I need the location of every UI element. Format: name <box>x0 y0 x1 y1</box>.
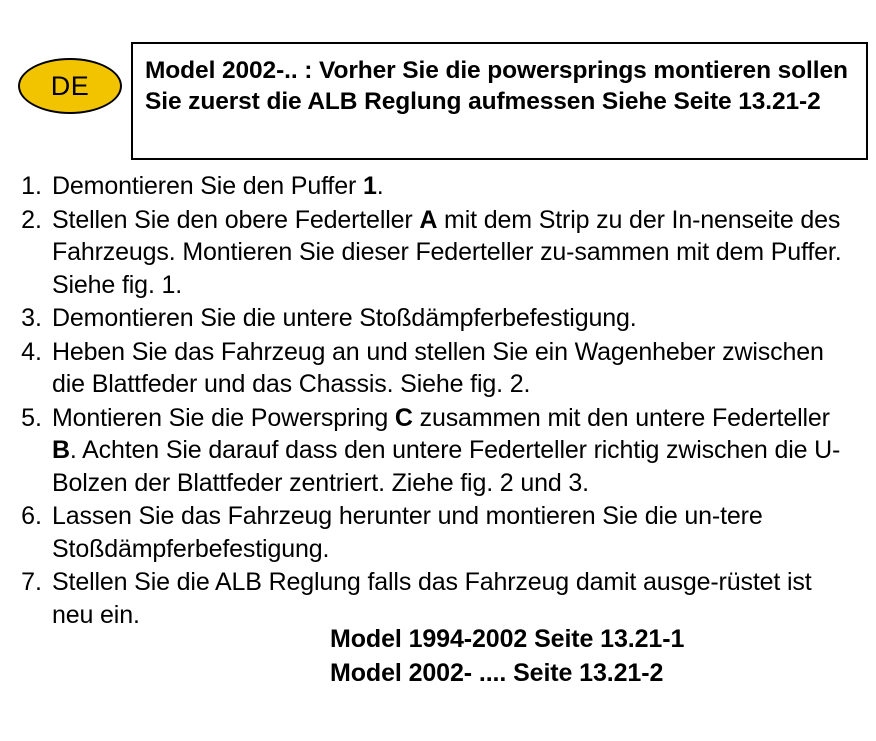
step-item <box>0 204 876 302</box>
step-item <box>0 170 876 203</box>
step-text-segment: zusammen mit den untere Federteller <box>412 403 830 432</box>
reference-block <box>330 623 870 691</box>
notice-text: Model 2002-.. : Vorher Sie die powersprings montieren sollen Sie zuerst die ALB Reglung aufmessen Siehe Seite 13.21-2 <box>145 57 848 115</box>
header-row <box>0 36 876 166</box>
step-number: 7. <box>21 568 42 596</box>
step-text-segment: Stellen Sie die ALB Reglung falls das Fahrzeug damit ausge-rüstet ist neu ein. <box>52 568 812 629</box>
steps-list <box>0 170 876 632</box>
step-text-segment: . <box>376 172 384 200</box>
step-text <box>52 336 852 401</box>
step-text-segment: Demontieren Sie den Puffer <box>52 172 363 200</box>
step-number: 4. <box>21 337 42 366</box>
step-text-emphasis: 1 <box>362 172 377 200</box>
step-number: 6. <box>21 502 42 530</box>
step-item <box>0 566 876 631</box>
step-text-segment: . Achten Sie darauf dass den untere Federteller richtig zwischen die U-Bolzen der Blattfeder zentriert. Ziehe fig. 2 und 3. <box>52 436 841 497</box>
step-text <box>52 500 852 565</box>
step-text-emphasis: B <box>52 436 70 464</box>
step-text <box>52 402 852 500</box>
step-number: 5. <box>21 403 42 432</box>
step-text-segment: Lassen Sie das Fahrzeug herunter und montieren Sie die un-tere Stoßdämpferbefestigung. <box>52 502 763 563</box>
step-text-segment: Montieren Sie die Powerspring <box>52 403 395 432</box>
step-item <box>0 302 876 335</box>
language-badge <box>18 58 122 114</box>
notice-box <box>131 42 868 160</box>
step-item <box>0 500 876 565</box>
step-text-segment: Stellen Sie den obere Federteller <box>52 205 420 234</box>
step-text-segment: Heben Sie das Fahrzeug an und stellen Sie ein Wagenheber zwischen die Blattfeder und das Chassis. Siehe fig. 2. <box>52 337 824 398</box>
reference-line: Model 1994-2002 Seite 13.21-1 <box>330 625 685 653</box>
step-text-segment: Demontieren Sie die untere Stoßdämpferbefestigung. <box>52 304 637 332</box>
step-text-segment: mit dem Strip zu der In-nenseite des Fahrzeugs. Montieren Sie dieser Federteller zu-sammen mit dem Puffer. Siehe fig. 1. <box>52 205 842 299</box>
step-number: 3. <box>21 304 42 332</box>
step-text-emphasis: C <box>394 403 413 432</box>
step-text <box>52 566 852 631</box>
step-number: 1. <box>21 172 42 200</box>
step-text <box>52 170 852 203</box>
step-text <box>52 204 852 302</box>
step-item <box>0 402 876 500</box>
reference-line: Model 2002- .... Seite 13.21-2 <box>330 658 664 687</box>
step-text <box>52 302 852 335</box>
step-text-emphasis: A <box>419 205 438 234</box>
language-badge-label: DE <box>50 70 90 101</box>
step-item <box>0 336 876 401</box>
step-number: 2. <box>21 205 42 234</box>
